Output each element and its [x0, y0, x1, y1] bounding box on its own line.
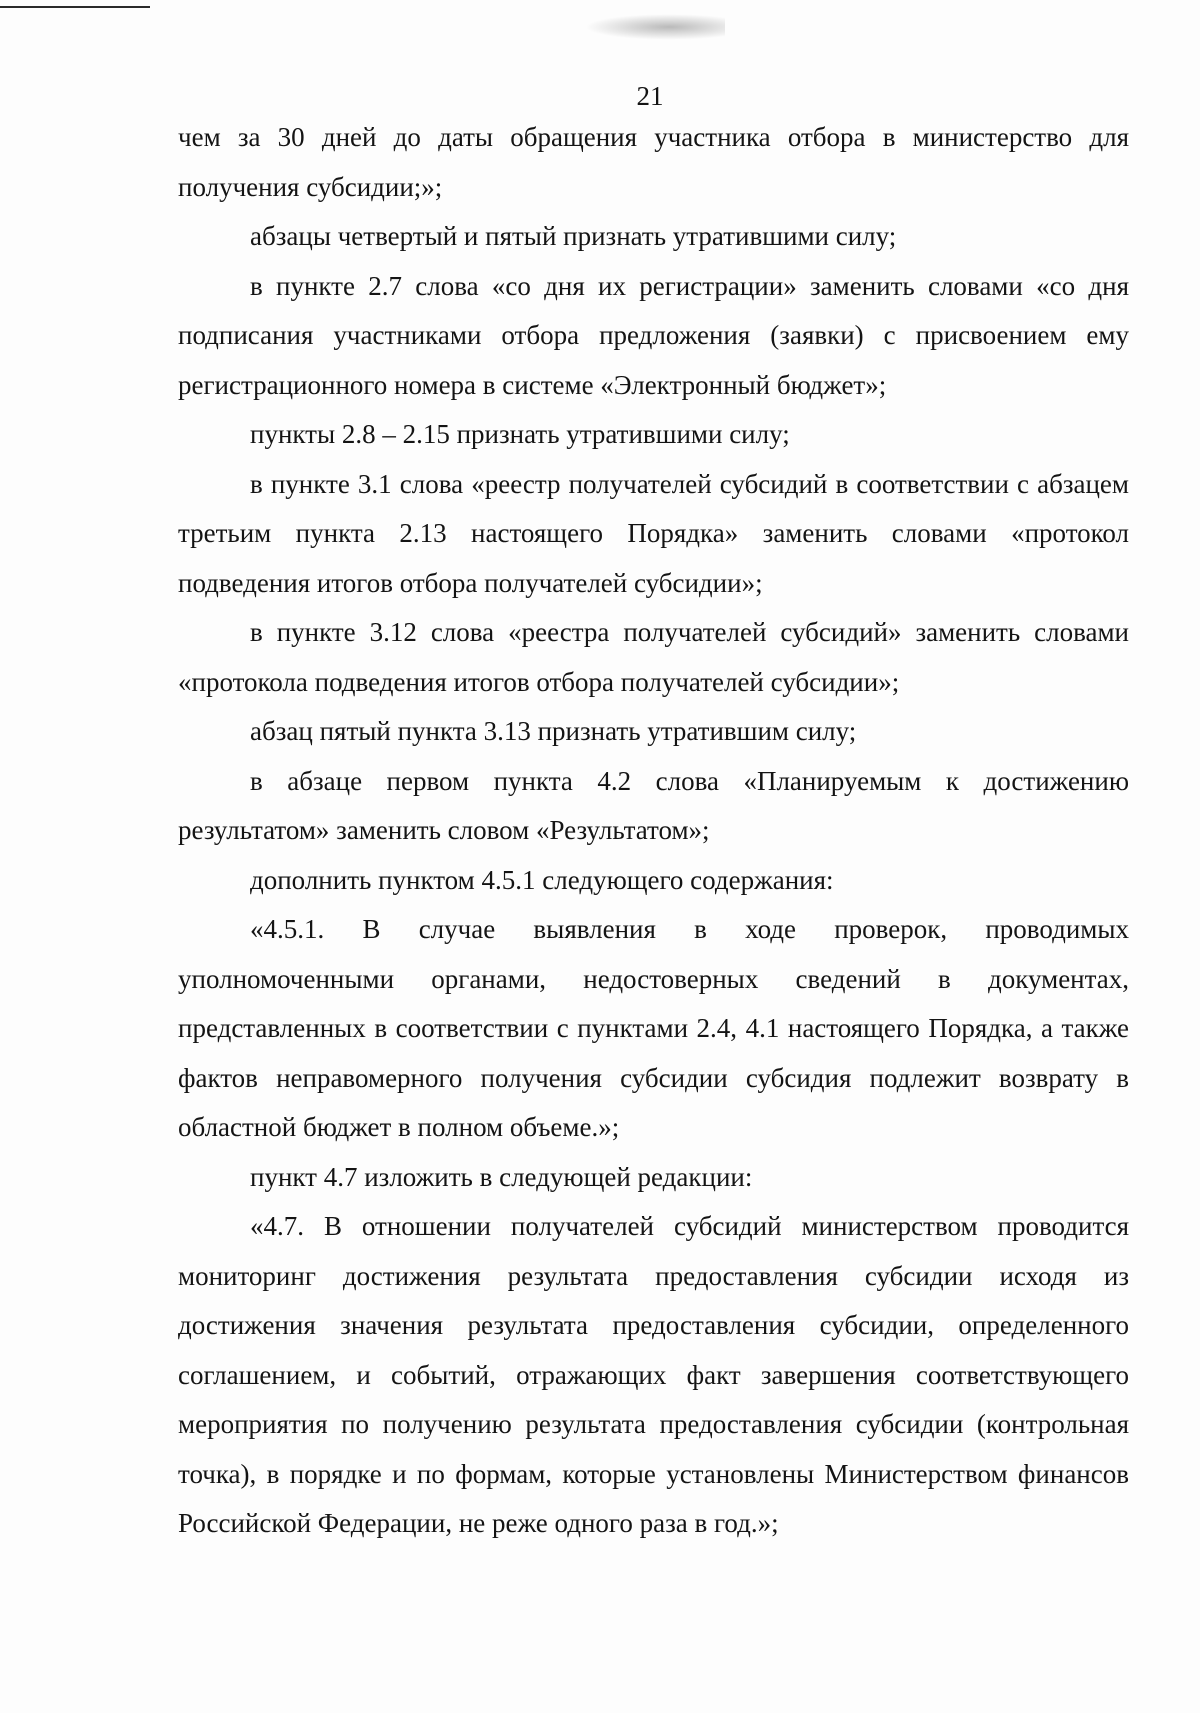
page-number: 21 [636, 81, 664, 111]
paragraph: абзацы четвертый и пятый признать утратившими силу; [250, 221, 897, 251]
document-body [178, 113, 1129, 1549]
paragraph: пункты 2.8 – 2.15 признать утратившими силу; [250, 419, 790, 449]
scan-edge-rule [0, 6, 150, 8]
paragraph: чем за 30 дней до даты обращения участника отбора в министерство для получения субсидии;»; [178, 122, 1129, 202]
paragraph: пункт 4.7 изложить в следующей редакции: [250, 1161, 753, 1192]
paragraph: дополнить пунктом 4.5.1 следующего содержания: [250, 864, 834, 895]
paragraph: «4.5.1. В случае выявления в ходе проверок, проводимых уполномоченными органами, недостоверных сведений в документах, представленных в соответствии с пунктами 2.4, 4.1 настоящего Порядка, а также фактов неправомерного получения субсидии субсидия подлежит возврату в областной бюджет в полном объеме.»; [178, 914, 1129, 1142]
paragraph: в пункте 2.7 слова «со дня их регистрации» заменить словами «со дня подписания участниками отбора предложения (заявки) с присвоением ему регистрационного номера в системе «Электронный бюджет»; [178, 270, 1129, 400]
paragraph: абзац пятый пункта 3.13 признать утратившим силу; [250, 716, 857, 746]
paragraph: «4.7. В отношении получателей субсидий министерством проводится мониторинг достижения результата предоставления субсидии исходя из достижения значения результата предоставления субсидии, определенного соглашением, и событий, отражающих факт завершения соответствующего мероприятия по получению результата предоставления субсидии (контрольная точка), в порядке и по формам, которые установлены Министерством финансов Российской Федерации, не реже одного раза в год.»; [178, 1211, 1129, 1538]
paragraph: в абзаце первом пункта 4.2 слова «Планируемым к достижению результатом» заменить словом «Результатом»; [178, 765, 1129, 845]
paragraph: в пункте 3.12 слова «реестра получателей субсидий» заменить словами «протокола подведения итогов отбора получателей субсидии»; [178, 617, 1129, 697]
scan-artifact [585, 14, 725, 40]
paragraph: в пункте 3.1 слова «реестр получателей субсидий в соответствии с абзацем третьим пункта 2.13 настоящего Порядка» заменить словами «протокол подведения итогов отбора получателей субсидии»; [178, 468, 1129, 598]
